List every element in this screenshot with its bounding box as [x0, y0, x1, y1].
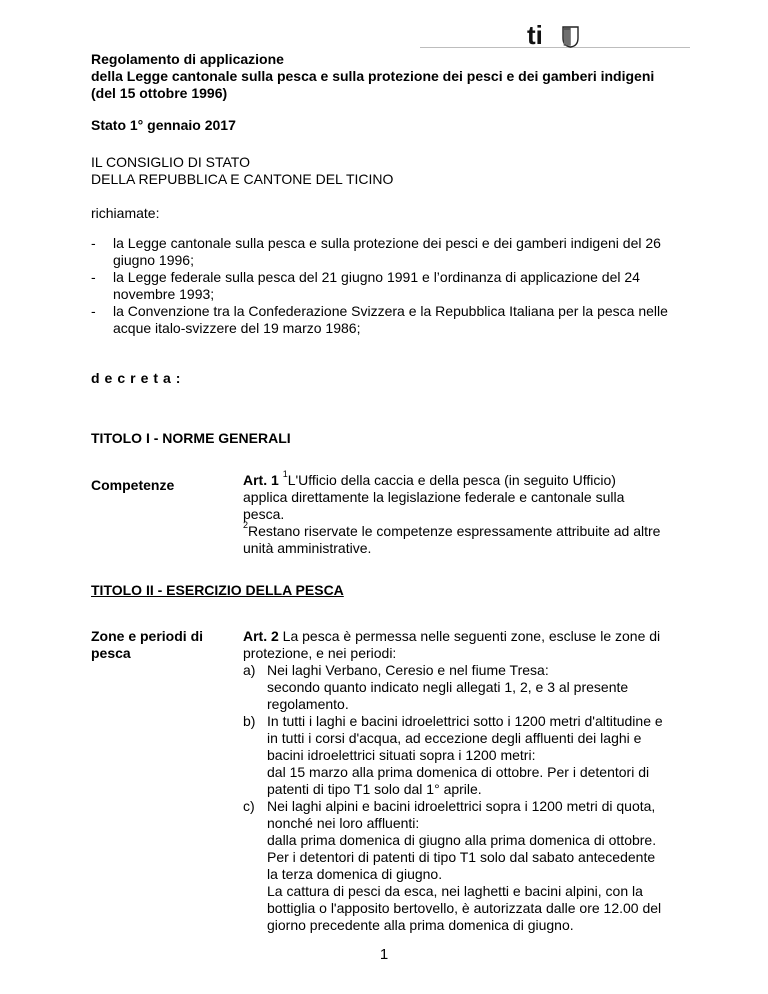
side-label-zone: Zone e periodi di pesca — [91, 628, 204, 661]
status-line: Stato 1° gennaio 2017 — [91, 117, 236, 133]
list-item: a) Nei laghi Verbano, Ceresio e nel fiume Tresa: secondo quanto indicato negli allegati 1, 2, e 3 al presente regolamento. — [243, 662, 629, 712]
article-2: Art. 2 La pesca è permessa nelle seguenti zone, escluse le zone di protezione, e nei periodi: a) Nei laghi Verbano, Ceresio e nel fiume Tresa: secondo quanto indicato negli allegati 1, 2, e 3 al presente regolamento. b) In tutti i laghi e bacini idroelettrici sotto i 1200 metri d'altitudine e in tutti i corsi d'acqua, ad eccezione degli affluenti dei laghi e bacini idroelettrici situati sopra i 1200 metri: dal 15 marzo alla prima domenica di ottobre. Per i detentori di patenti di tipo T1 solo dal 1° aprile. c) Nei laghi alpini e bacini idroelettrici sopra i 1200 metri di quota, nonché nei loro affluenti: dalla prima domenica di giugno alla prima domenica di ottobre. Per i detentori di patenti di tipo T1 solo dal sabato antecedente la terza domenica di giugno. La cattura di pesci da esca, nei laghetti e bacini alpini, con la bottiglia o l'apposito bertovello, è autorizzata dalle ore 12.00 del giorno precedente alla prima domenica di giugno. — [243, 628, 683, 934]
logo-text: ti — [527, 24, 543, 48]
list-item: - la Convenzione tra la Confederazione Svizzera e la Repubblica Italiana per la pesca nelle acque italo-svizzere del 19 marzo 1986; — [91, 303, 668, 336]
doc-title: Regolamento di applicazione della Legge cantonale sulla pesca e sulla protezione dei pesci e dei gamberi indigeni (del 15 ottobre 1996) — [91, 51, 655, 101]
list-item: - la Legge federale sulla pesca del 21 giugno 1991 e l’ordinanza di applicazione del 24 novembre 1993; — [91, 269, 640, 302]
decree: decreta: — [91, 370, 186, 386]
authority: IL CONSIGLIO DI STATO DELLA REPUBBLICA E CANTONE DEL TICINO — [91, 154, 394, 187]
recitals-list — [91, 235, 691, 337]
recitals-intro: richiamate: — [91, 205, 160, 221]
title1-heading: TITOLO I - NORME GENERALI — [91, 430, 291, 446]
side-label-competenze: Competenze — [91, 477, 175, 493]
list-item: b) In tutti i laghi e bacini idroelettrici sotto i 1200 metri d'altitudine e in tutti i corsi d'acqua, ad eccezione degli affluenti dei laghi e bacini idroelettrici situati sopra i 1200 metri: dal 15 marzo alla prima domenica di ottobre. Per i detentori di patenti di tipo T1 solo dal 1° aprile. — [243, 713, 663, 797]
page-number: 1 — [379, 946, 389, 963]
shield-icon — [563, 27, 578, 47]
list-item: c) Nei laghi alpini e bacini idroelettrici sopra i 1200 metri di quota, nonché nei loro affluenti: dalla prima domenica di giugno alla prima domenica di ottobre. Per i detentori di patenti di tipo T1 solo dal sabato antecedente la terza domenica di giugno. La cattura di pesci da esca, nei laghetti e bacini alpini, con la bottiglia o l'apposito bertovello, è autorizzata dalle ore 12.00 del giorno precedente alla prima domenica di giugno. — [243, 798, 662, 933]
list-item: - la Legge cantonale sulla pesca e sulla protezione dei pesci e dei gamberi indigeni del 26 giugno 1996; — [91, 235, 661, 268]
title2-heading: TITOLO II - ESERCIZIO DELLA PESCA — [91, 582, 344, 598]
ticino-logo — [527, 24, 579, 48]
article-1: Art. 1 $^1$L'Ufficio della caccia e della pesca (in seguito Ufficio) applica direttamente la legislazione federale e cantonale sulla pesca. $^2$Restano riservate le competenze espressamente attribuite ad altre unità amministrative. — [243, 469, 661, 556]
